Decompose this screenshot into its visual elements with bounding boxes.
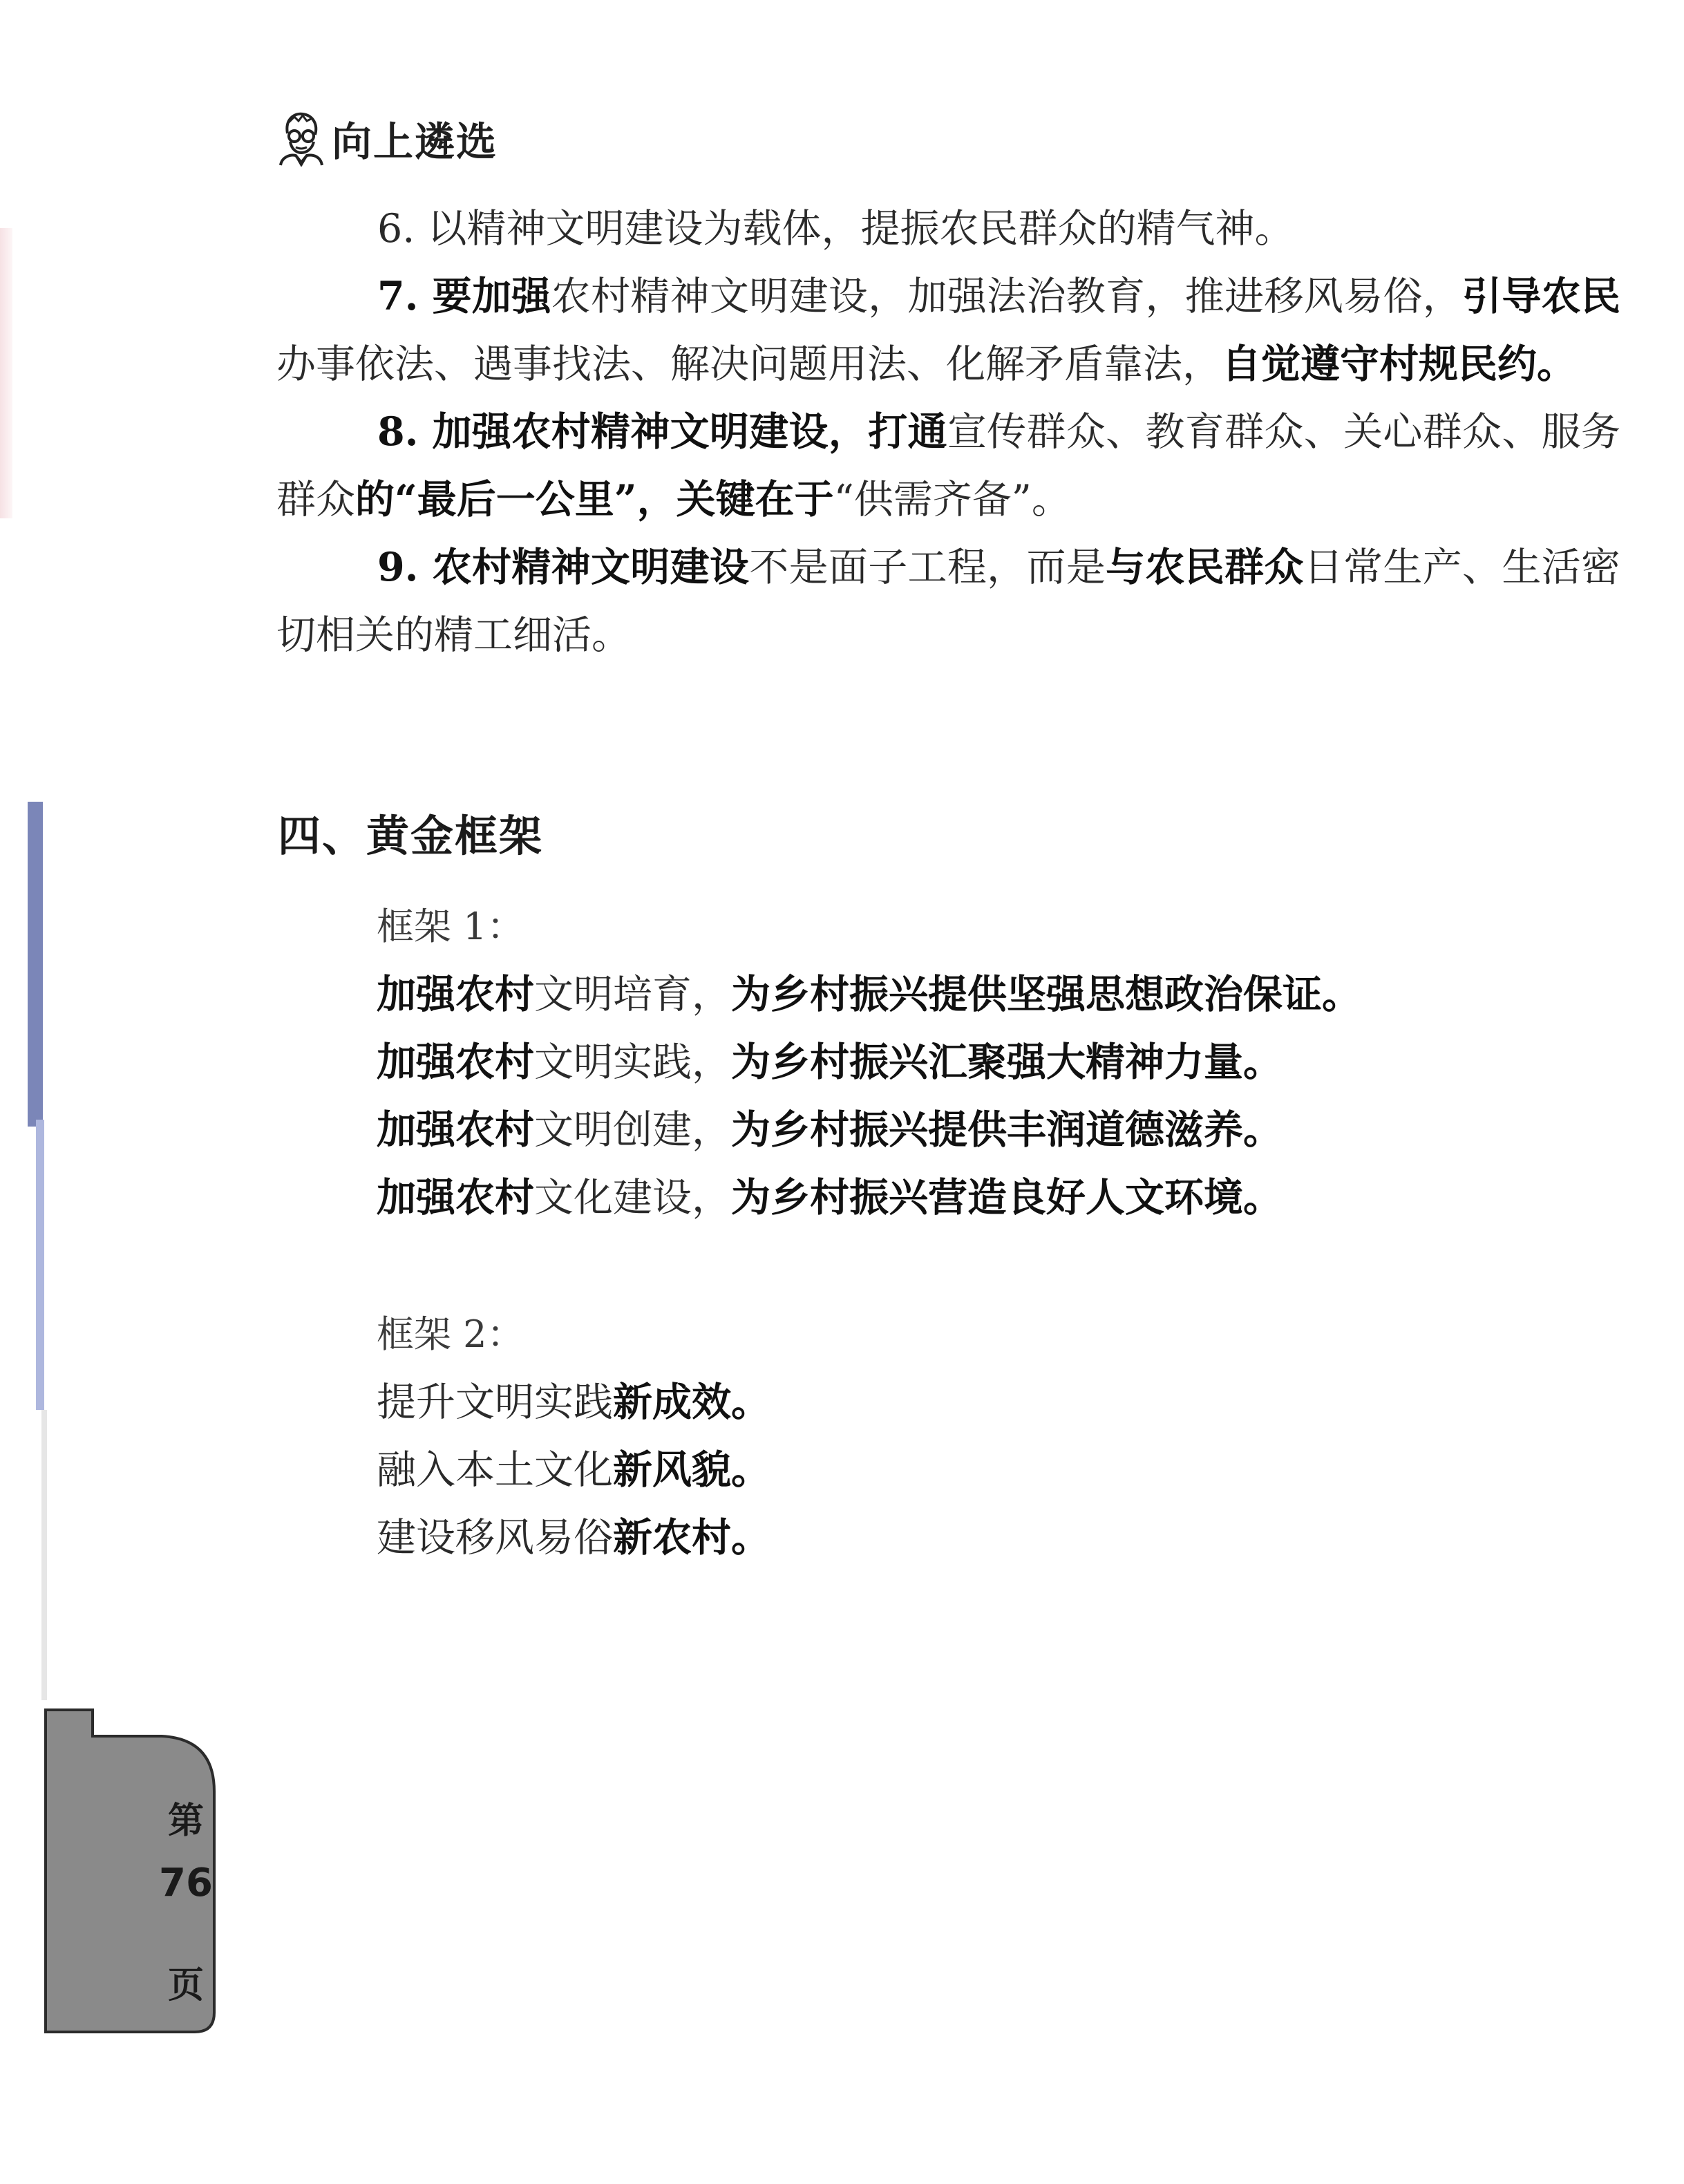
text-span: 建设移风易俗 [377,1515,613,1561]
frame-line [377,1436,770,1504]
text-span: 不是面子工程，而是 [749,545,1106,590]
emphasized-text: 引导农民 [1462,273,1620,319]
text-span: 日常生产、生活密切相关的精工细活。 [276,545,1621,658]
emphasized-text: 加强农村 [377,1107,534,1153]
frame-1 [377,893,1361,1232]
page-tab-suffix: 页 [167,1965,204,2006]
point-paragraph [276,534,1620,669]
text-span: 以精神文明建设为载体，提振农民群众的精气神。 [427,206,1294,252]
frame-line [377,1368,770,1436]
frame-line [377,1028,1361,1096]
page-number-tab [44,1708,217,2035]
text-span: 提升文明实践 [377,1380,613,1425]
chapter-header [275,104,498,173]
point-paragraph [276,195,1620,263]
emphasized-text: 新风貌。 [613,1447,770,1493]
emphasized-text: 加强农村 [377,1174,534,1221]
emphasized-text: 加强农村 [377,1039,534,1085]
emphasized-text: 新成效。 [613,1379,770,1425]
emphasized-text: 9. 农村精神文明建设 [377,544,750,590]
emphasized-text: 为乡村振兴营造良好人文环境。 [731,1174,1283,1221]
page-edge-lightblue-strip [36,1120,44,1410]
key-points-paragraphs [276,195,1620,669]
frame-line [377,961,1361,1028]
frame-2-lines [377,1368,770,1572]
emphasized-text: 自觉遵守村规民约。 [1222,341,1576,387]
text-span: 融入本土文化 [377,1447,613,1493]
text-span: 文化建设， [534,1175,731,1221]
person-glasses-icon [275,110,325,167]
emphasized-text: 新农村。 [613,1514,770,1561]
frame-line [377,1504,770,1572]
text-span: “供需齐备”。 [833,477,1071,523]
section-title: 四、黄金框架 [278,811,544,861]
page-tab-prefix: 第 [167,1800,204,1842]
text-span: 文明创建， [534,1107,731,1153]
emphasized-text: 为乡村振兴提供坚强思想政治保证。 [731,971,1361,1017]
frame-1-lines [377,961,1361,1232]
text-span: 6. [377,206,428,252]
emphasized-text: 的“最后一公里”，关键在于 [355,476,834,523]
text-span: 宣传群众、教育群众、关心群众、服务群众 [276,409,1620,523]
frame-line [377,1096,1361,1164]
frame-2-label: 框架 2： [377,1312,524,1356]
chapter-title: 向上遴选 [332,118,498,165]
frame-2 [377,1301,770,1572]
text-span: 办事依法、遇事找法、解决问题用法、化解矛盾靠法， [276,341,1222,387]
text-span: 农村精神文明建设，加强法治教育，推进移风易俗， [551,274,1463,319]
page-number: 76 [159,1861,213,1905]
frame-line [377,1164,1361,1232]
text-span: 文明实践， [534,1039,731,1085]
page-edge-blue-strip [28,802,43,1127]
page-edge-gray-strip [41,1410,47,1700]
emphasized-text: 7. 要加强 [377,273,551,319]
point-paragraph [276,263,1620,398]
emphasized-text: 8. 加强农村精神文明建设，打通 [377,408,947,455]
page-edge-pink-strip [0,228,12,518]
text-span: 文明培育， [534,972,731,1017]
emphasized-text: 加强农村 [377,971,534,1017]
emphasized-text: 与农民群众 [1106,544,1304,590]
emphasized-text: 为乡村振兴汇聚强大精神力量。 [731,1039,1283,1085]
point-paragraph [276,398,1620,534]
emphasized-text: 为乡村振兴提供丰润道德滋养。 [731,1107,1283,1153]
frame-1-label: 框架 1： [377,905,524,948]
